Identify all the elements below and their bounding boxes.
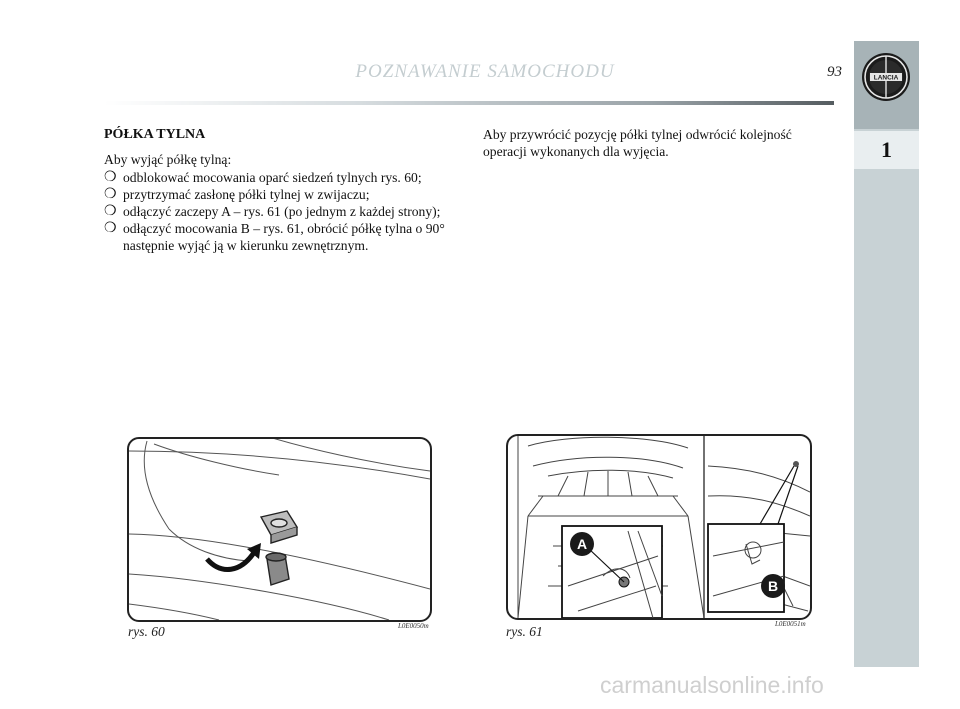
- figure-parcel-shelf: [506, 434, 812, 620]
- bullet-circle-icon: ❍: [104, 170, 117, 185]
- lancia-logo-icon: [860, 51, 912, 103]
- header-title: POZNAWANIE SAMOCHODU: [355, 61, 615, 82]
- figure-caption: rys. 61: [506, 624, 543, 639]
- svg-text:LANCIA: LANCIA: [873, 74, 899, 82]
- figure-code: L0E0050m: [398, 622, 429, 630]
- list-item-text: odblokować mocowania oparć siedzeń tylnych rys. 60;: [123, 170, 422, 185]
- right-column: [483, 126, 823, 160]
- bullet-circle-icon: ❍: [104, 221, 117, 236]
- list-item-text: odłączyć mocowania B – rys. 61, obrócić półkę tylna o 90° następnie wyjąć ją w kierunku zewnętrznym.: [123, 221, 445, 253]
- section-heading: PÓŁKA TYLNA: [104, 127, 206, 142]
- bullet-circle-icon: ❍: [104, 204, 117, 219]
- left-column: [104, 126, 464, 254]
- figure-seat-release: [127, 437, 432, 622]
- bullet-circle-icon: ❍: [104, 187, 117, 202]
- instruction-list: [104, 169, 464, 254]
- seat-release-illustration: [129, 439, 430, 620]
- right-column-text: Aby przywrócić pozycję półki tylnej odwrócić kolejność operacji wykonanych dla wyjęcia.: [483, 127, 792, 159]
- list-item: [104, 169, 464, 186]
- svg-text:A: A: [576, 536, 588, 552]
- chapter-number: 1: [854, 131, 919, 169]
- list-item-text: przytrzymać zasłonę półki tylnej w zwijaczu;: [123, 187, 370, 202]
- logo-box: [854, 41, 919, 129]
- list-item: [104, 220, 464, 254]
- parcel-shelf-illustration: [508, 436, 810, 618]
- header-rule: [104, 101, 834, 105]
- list-item: [104, 186, 464, 203]
- figure-caption: rys. 60: [128, 624, 165, 639]
- svg-text:B: B: [767, 578, 779, 594]
- intro-text: Aby wyjąć półkę tylną:: [104, 152, 232, 167]
- page-number: 93: [827, 64, 842, 80]
- list-item-text: odłączyć zaczepy A – rys. 61 (po jednym z każdej strony);: [123, 204, 441, 219]
- list-item: [104, 203, 464, 220]
- figure-code: L0E0051m: [775, 620, 806, 628]
- watermark: carmanualsonline.info: [600, 672, 824, 698]
